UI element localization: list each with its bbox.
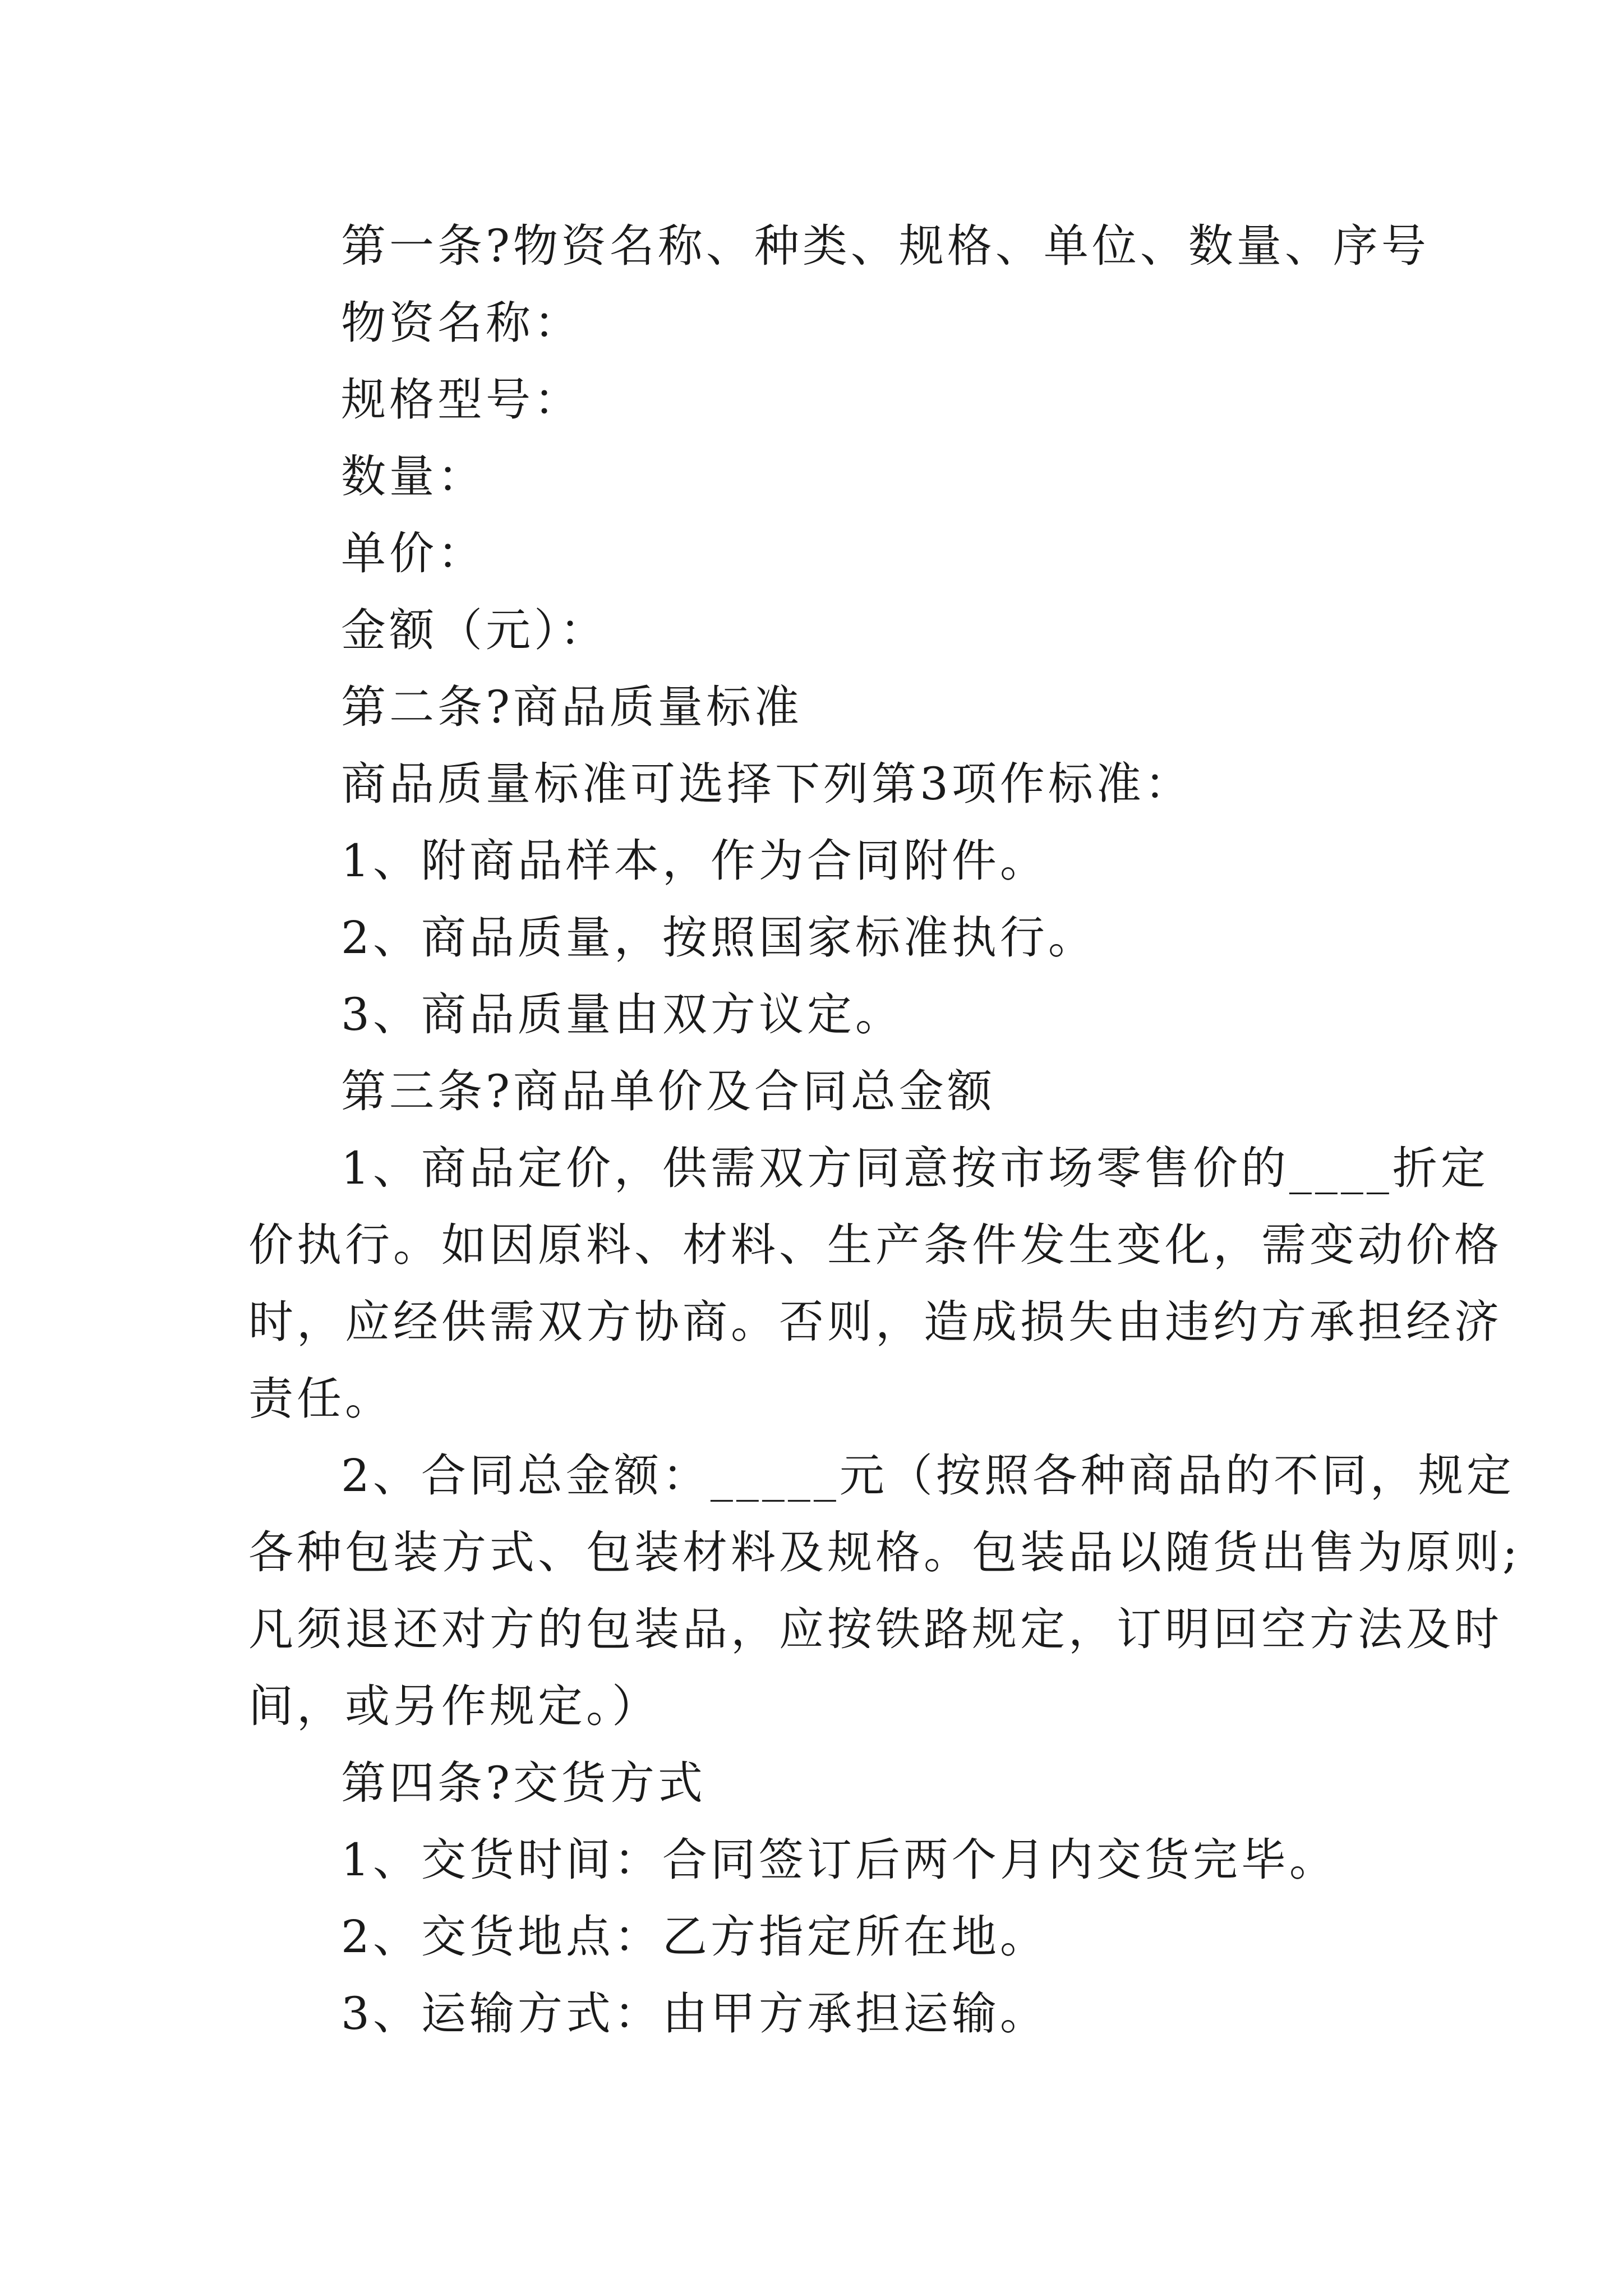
text-line: 价执行。如因原料、材料、生产条件发生变化，需变动价格 [248,1219,1502,1271]
list-item: 1、交货时间：合同签订后两个月内交货完毕。 [341,1834,1338,1886]
section-heading: 第二条?商品质量标准 [341,681,803,733]
text-line: 第一条?物资名称、种类、规格、单位、数量、序号 [341,220,1430,272]
list-item: 2、商品质量，按照国家标准执行。 [341,912,1096,964]
text-line: 金额（元）： [341,604,608,656]
text-line: 数量： [341,450,486,503]
list-item: 3、商品质量由双方议定。 [341,988,903,1041]
list-item: 1、附商品样本，作为合同附件。 [341,835,1048,887]
section-heading: 第四条?交货方式 [341,1757,706,1809]
text-line: 各种包装方式、包装材料及规格。包装品以随货出售为原则; [248,1526,1521,1579]
text-line: 凡须退还对方的包装品，应按铁路规定，订明回空方法及时 [248,1603,1502,1655]
text-line: 间，或另作规定。） [248,1680,660,1732]
list-item: 3、运输方式：由甲方承担运输。 [341,1987,1048,2040]
list-item: 2、交货地点：乙方指定所在地。 [341,1911,1048,1963]
section-heading: 第三条?商品单价及合同总金额 [341,1065,995,1117]
list-item: 1、商品定价，供需双方同意按市场零售价的____折定 [341,1142,1489,1194]
text-line: 商品质量标准可选择下列第3项作标准： [341,758,1193,810]
list-item: 2、合同总金额：_____元（按照各种商品的不同，规定 [341,1450,1515,1502]
text-line: 时，应经供需双方协商。否则，造成损失由违约方承担经济 [248,1296,1502,1348]
text-line: 单价： [341,527,486,579]
text-line: 责任。 [248,1373,393,1425]
text-line: 规格型号： [341,374,582,426]
contract-body [248,208,1521,2052]
text-line: 物资名称： [341,297,582,349]
